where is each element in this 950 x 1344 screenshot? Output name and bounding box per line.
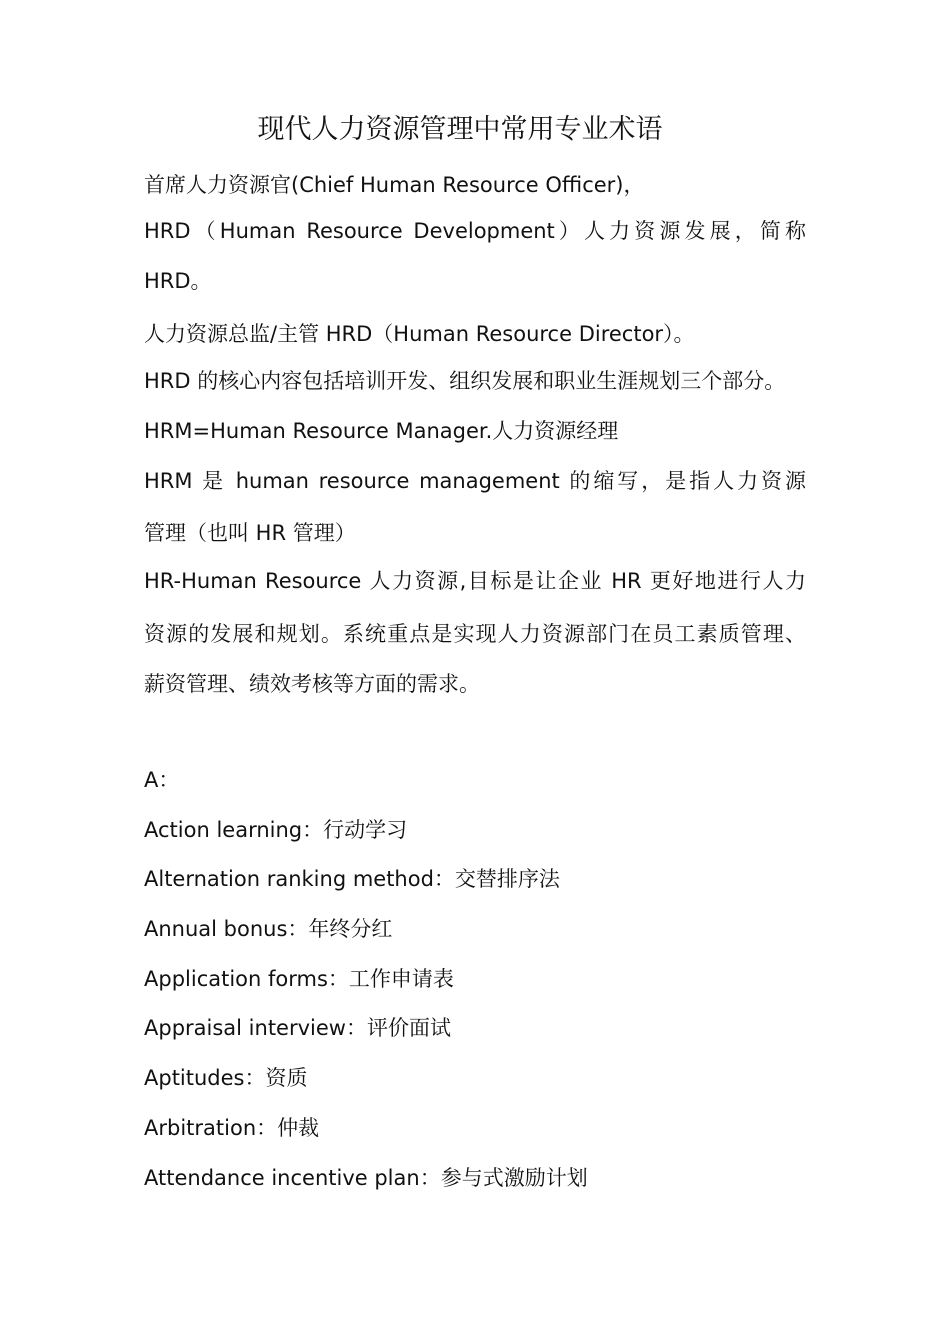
intro-line-cho: 首席人力资源官(Chief Human Resource Officer)，: [144, 173, 645, 197]
intro-line-hr-goal-end: 薪资管理、绩效考核等方面的需求。: [144, 672, 480, 696]
intro-line-hrm-manager: HRM=Human Resource Manager.人力资源经理: [144, 419, 619, 443]
term-appraisal-interview: Appraisal interview：评价面试: [144, 1016, 451, 1040]
section-heading-a: A：: [144, 768, 180, 792]
intro-line-hrd-core: HRD 的核心内容包括培训开发、组织发展和职业生涯规划三个部分。: [144, 369, 786, 393]
term-action-learning: Action learning：行动学习: [144, 818, 408, 842]
intro-line-hrd-director: 人力资源总监/主管 HRD（Human Resource Director）。: [144, 322, 695, 346]
intro-line-hr-goal-cont: 资源的发展和规划。系统重点是实现人力资源部门在员工素质管理、: [144, 622, 806, 646]
term-application-forms: Application forms：工作申请表: [144, 967, 454, 991]
term-arbitration: Arbitration：仲裁: [144, 1116, 320, 1140]
intro-line-hrm-definition-cont: 管理（也叫 HR 管理）: [144, 521, 356, 545]
intro-line-hrd-development: HRD（Human Resource Development）人力资源发展，简称: [144, 219, 806, 243]
term-alternation-ranking: Alternation ranking method：交替排序法: [144, 867, 560, 891]
document-title: 现代人力资源管理中常用专业术语: [257, 114, 663, 145]
term-aptitudes: Aptitudes：资质: [144, 1066, 308, 1090]
intro-line-hrm-definition: HRM 是 human resource management 的缩写，是指人力资源: [144, 469, 806, 493]
term-annual-bonus: Annual bonus：年终分红: [144, 917, 393, 941]
intro-line-hrd-abbr: HRD。: [144, 269, 212, 293]
term-attendance-incentive: Attendance incentive plan：参与式激励计划: [144, 1166, 588, 1190]
intro-line-hr-goal: HR-Human Resource 人力资源,目标是让企业 HR 更好地进行人力: [144, 569, 806, 593]
